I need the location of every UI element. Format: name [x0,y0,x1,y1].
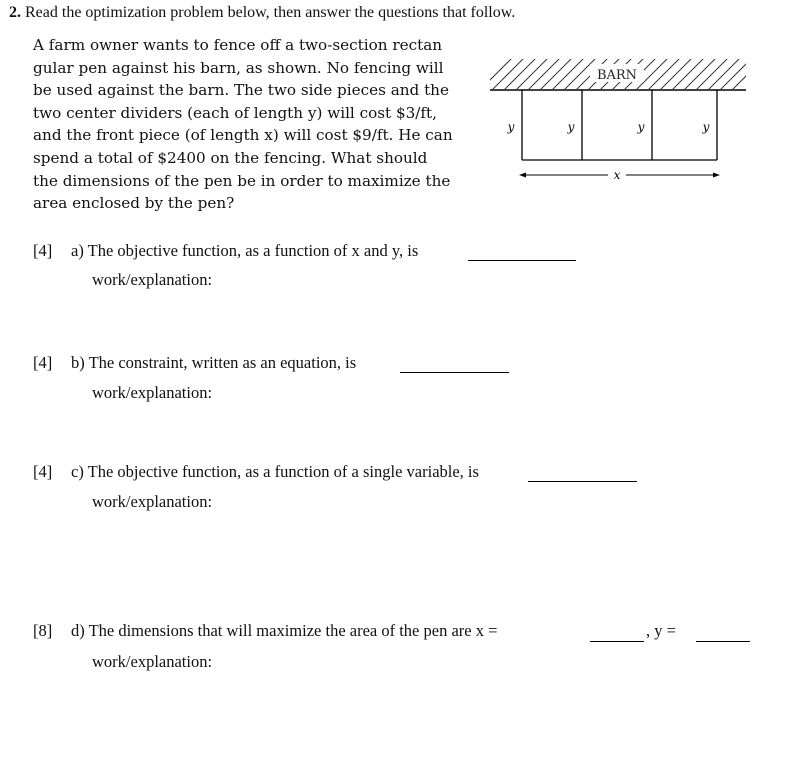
answer-blank-a[interactable] [468,260,576,261]
y-label: y [637,120,645,134]
answer-blank-y[interactable] [696,641,750,642]
points-badge: [4] [33,241,53,260]
question-d [33,621,497,641]
question-header [9,4,515,22]
problem-line: area enclosed by the pen? [33,194,235,213]
y-label: y [507,120,515,134]
points-badge: [4] [33,353,53,372]
answer-blank-x[interactable] [590,641,644,642]
work-label-a: work/explanation: [92,270,213,289]
pen-fence [522,90,717,160]
work-label-b: work/explanation: [92,383,213,402]
problem-line: two center dividers (each of length y) will cost $3/ft, [33,103,437,122]
y-label: y [567,120,575,134]
work-label-d: work/explanation: [92,652,213,671]
problem-line: be used against the barn. The two side pieces and the [33,81,449,100]
question-number: 2. [9,4,21,21]
barn-label: BARN [596,68,638,83]
question-d-text: d) The dimensions that will maximize the area of the pen are x = [71,621,498,640]
problem-line: and the front piece (of length x) will cost $9/ft. He can [33,126,453,145]
question-a-text: a) The objective function, as a function of x and y, is [71,241,419,260]
y-equals-label: , y = [646,621,676,640]
answer-blank-b[interactable] [400,372,509,373]
pen-diagram [480,50,760,190]
question-c-text: c) The objective function, as a function of a single variable, is [71,462,479,481]
points-badge: [8] [33,621,53,640]
problem-statement [33,34,453,215]
answer-blank-c[interactable] [528,481,637,482]
problem-line: gular pen against his barn, as shown. No fencing will [33,58,444,77]
points-badge: [4] [33,462,53,481]
question-c [33,462,479,482]
y-label: y [702,120,710,134]
question-instruction: Read the optimization problem below, then answer the questions that follow. [25,4,516,21]
x-label: x [613,168,621,182]
work-label-c: work/explanation: [92,492,213,511]
problem-line: the dimensions of the pen be in order to maximize the [33,171,451,190]
question-a [33,241,418,261]
problem-line: spend a total of $2400 on the fencing. What should [33,148,428,167]
problem-line: A farm owner wants to fence off a two-section rectan [33,36,443,54]
question-b [33,353,356,373]
question-b-text: b) The constraint, written as an equation, is [71,353,357,372]
